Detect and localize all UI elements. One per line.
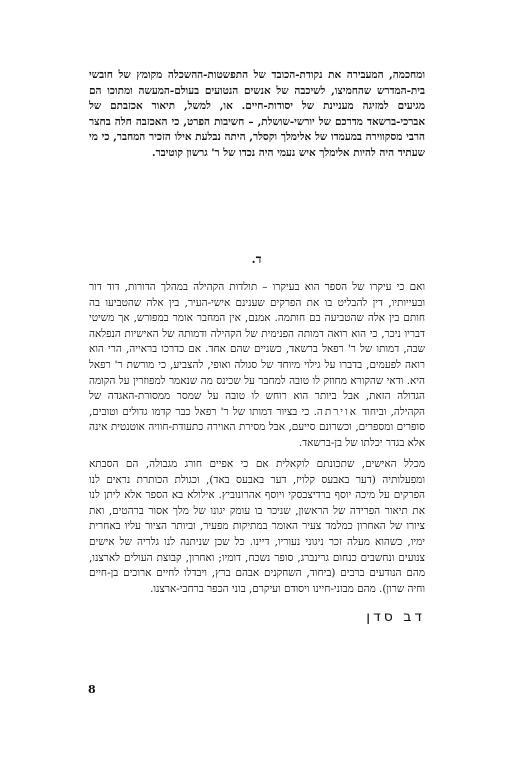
section-marker: ד. bbox=[251, 252, 262, 266]
page-number: 8 bbox=[88, 683, 96, 696]
author-signature: דב סדן bbox=[366, 609, 425, 625]
main-paragraph-emphasis: אוירתה bbox=[316, 405, 358, 418]
main-paragraph-body: ואם כי עיקרו של הספר הוא בעיקרו – תולדות הקהילה במהלך הדורות, דוד דור ובעייותיו, דין להבליט בו את הפרקים שענינם אישי-העיר, בין אלה שהטביעו בה חותם בין אלה שהטביעה בם חותמה. אמנם, אין המחבר אומר במפורש, אך משיטי דבריו ניכר, כי הוא רואה דמותה הפנימית של הקהילה ודמותה של האישיות הנפלאה שבה, דמותו של ר' רפאל ברשאד, כשניים שהם אחד. אם כדרכו בראייה, הרי הוא רואה לפעמים, בדברו על גילוי מיוחד של סגולה ואופי, להצביע, כי מורשת ר' רפאל היא. ודאי שהקורא מחוזק לו טובה למחבר על שכינס מה שנאמר למפוזרין על הקומה הגדולה הזאת, אבל ביותר הוא רוחש לו טובה על שמסר ממסורת-האגדה של הקהילה, וביחוד bbox=[89, 281, 425, 418]
main-paragraph-text bbox=[89, 280, 425, 452]
opening-paragraph-text: ומחכמה, המעבירה את נקודת-הכובד של התפשטות-ההשכלה מקומץ של חובשי בית-המדרש שהחמיצו, לשיכבה של אנשים הנטועים בעולם-המעשה ומתוכו הם מגיעים למזיגה מעניינת של יסודות-חיים. או, למשל, תיאור אכזבתם של אברכי-ברשאד מדרכם של יורשי-שושלת, – חשיבות הפרט, כי האכזבה חלה בחצר הרבי מסקווירה במעמדו של אלימלך וקסלר, היתה נבלעת אילו הזכיר המחבר, כי מי שעתיד היה להיות אלימלך איש נעמי היה נכדו של ר' גרשון קוטיבר. bbox=[89, 69, 425, 159]
second-paragraph bbox=[89, 457, 425, 597]
opening-paragraph bbox=[89, 68, 425, 162]
main-paragraph bbox=[89, 280, 425, 452]
main-paragraph-tail: . כי בציור דמותו של ר' רפאל כבר קדמו גדולים וטובים, סופרים ומספרים, וכשרונם סייעם, אבל מסירת האוירה כתעודת-חוויה אוטנטית אינה אלא בגדר יכלתו של בן-ברשאד. bbox=[89, 405, 425, 449]
second-paragraph-text: מכלל האישים, שתכונתם לוקאלית אם כי אפיים חורג מגבולה, הם הסבתא ומפעלותיה (דער באבעס קלויז, דער באבעס באד), וכגולת הכותרת נראים לנו הפרקים על מיכה יוסף ברדיצבסקי ויוסף אהרונוביץ. אילולא בא הספר אלא ליתן לנו את תיאור הפרידה של הראשון, שניכר בו עומק יגונו של מלך אסור ברהטים, ואת ציורו של האחרון כמלמד צעיר האומר במתיקות מפעיר, וביותר הציור עליו באחרית ימיו, כשהוא מעלה זכר ניגוני נעוריו, דיינו. כל שכן שניתנה לנו גלריה של אישים צנועים ונחשבים כנחום גרינברג, סופר נשכח, דומיו; ואחרון, קבוצת העולים לארצנו, מהם הנודעים ברבים (ביחוד, השחקנים אבהם ברץ, ויבדלו לחיים ארוכים בן-חיים וחיה שרון). מהם מבוני-חיינו ויסודם ועיקרם, בוני הכפר ברחבי-ארצנו. bbox=[89, 458, 425, 595]
